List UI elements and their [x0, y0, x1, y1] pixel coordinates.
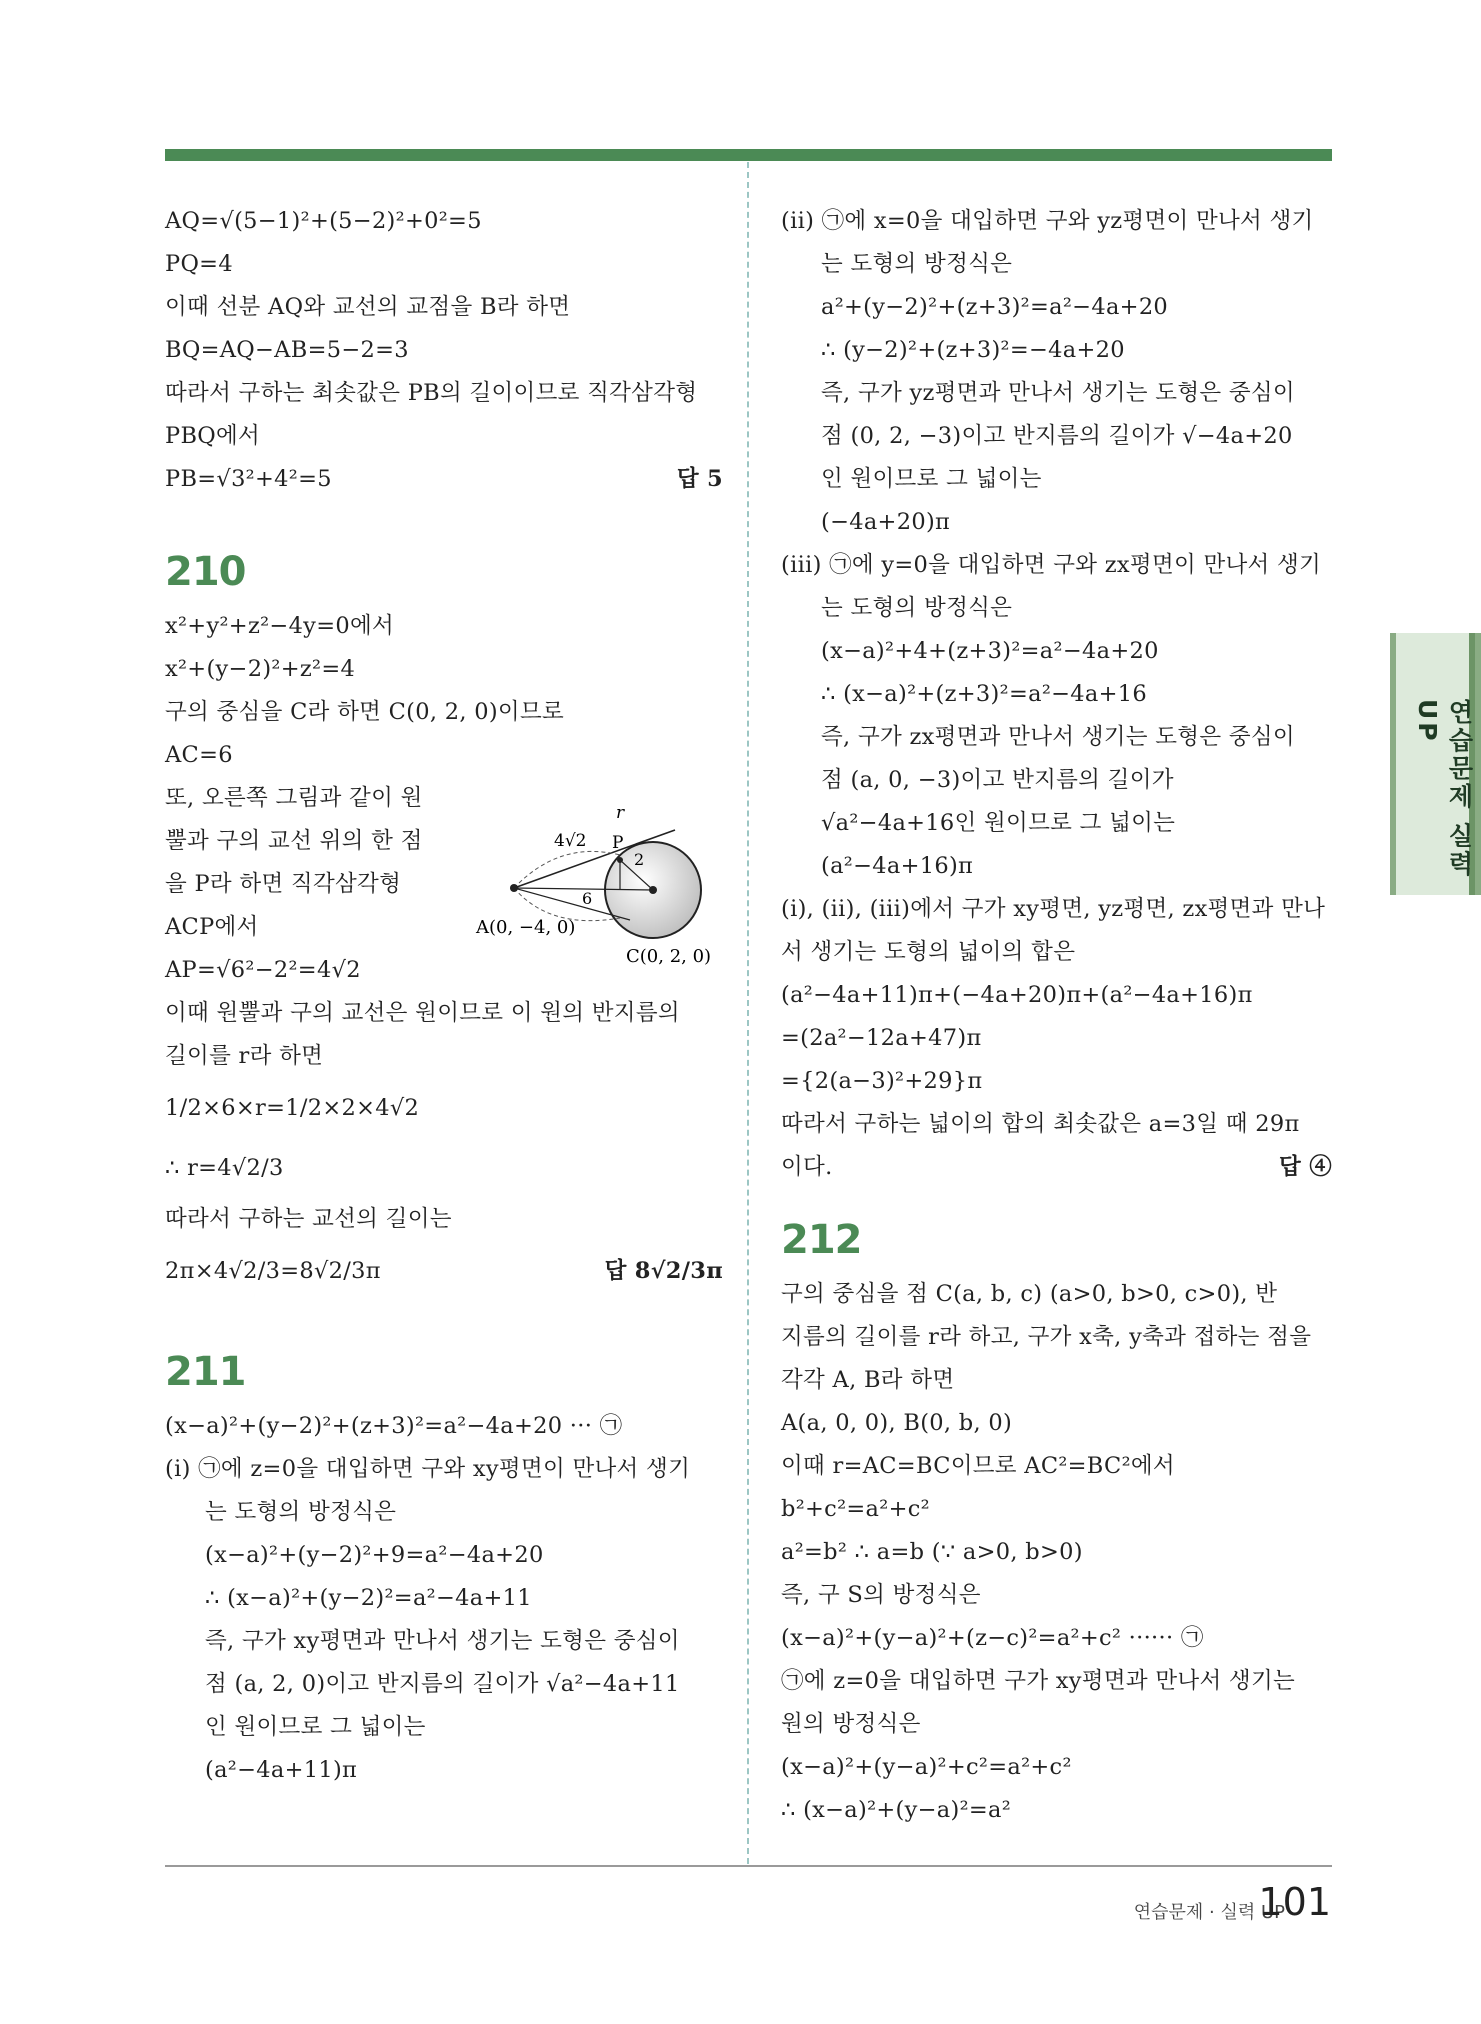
problem-number: 211: [165, 1349, 246, 1395]
text-line: PQ=4: [165, 251, 233, 277]
text-line: [165, 458, 723, 501]
text-line: b²+c²=a²+c²: [781, 1496, 930, 1522]
text-line: (i), (ii), (iii)에서 구가 xy평면, yz평면, zx평면과 만나: [781, 896, 1326, 922]
text-line: BQ=AQ−AB=5−2=3: [165, 337, 409, 363]
label-ac: 6: [582, 889, 593, 908]
text-line: 는 도형의 방정식은: [821, 595, 1013, 621]
text-line: A(a, 0, 0), B(0, b, 0): [781, 1410, 1013, 1436]
text-line: 이때 원뿔과 구의 교선은 원이므로 이 원의 반지름의: [165, 1000, 680, 1026]
text-line: (a²−4a+16)π: [821, 853, 974, 879]
text-line: x²+y²+z²−4y=0에서: [165, 613, 395, 639]
text-line: 인 원이므로 그 넓이는: [205, 1714, 426, 1740]
text-line: 길이를 r라 하면: [165, 1043, 324, 1069]
label-c: C(0, 2, 0): [626, 946, 712, 967]
cone-sphere-figure: [470, 800, 720, 970]
text-line: 원의 방정식은: [781, 1711, 921, 1737]
header-bar: [165, 149, 1332, 161]
text-line: (x−a)²+4+(z+3)²=a²−4a+20: [821, 638, 1159, 664]
equation: 1/2×6×r=1/2×2×4√2: [165, 1095, 420, 1121]
solution-211-continued: [781, 200, 1332, 1189]
text-line: (ii) ㉠에 x=0을 대입하면 구와 yz평면이 만나서 생기: [781, 208, 1314, 234]
point-c: [649, 886, 657, 894]
text-line: (a²−4a+11)π+(−4a+20)π+(a²−4a+16)π: [781, 982, 1253, 1008]
text-line: a²=b² ∴ a=b (∵ a>0, b>0): [781, 1539, 1083, 1565]
text-line: 또, 오른쪽 그림과 같이 원: [165, 785, 423, 811]
footer-section-label: 연습문제 · 실력 UP: [1133, 1902, 1285, 1923]
text-line: 인 원이므로 그 넓이는: [821, 466, 1042, 492]
solution-209-tail: [165, 200, 723, 501]
text-line: AC=6: [165, 742, 233, 768]
text-line: =(2a²−12a+47)π: [781, 1025, 982, 1051]
label-cp: 2: [634, 850, 645, 869]
text-line: (x−a)²+(y−a)²+(z−c)²=a²+c² ······ ㉠: [781, 1625, 1204, 1651]
text-line: (a²−4a+11)π: [205, 1757, 358, 1783]
text-line: a²+(y−2)²+(z+3)²=a²−4a+20: [821, 294, 1169, 320]
page-number: 101: [1258, 1880, 1331, 1924]
text-line: 이때 r=AC=BC이므로 AC²=BC²에서: [781, 1453, 1175, 1479]
equation: 2π×4√2/3=8√2/3π: [165, 1258, 381, 1284]
text: 이다.: [781, 1154, 833, 1180]
text-line: 구의 중심을 점 C(a, b, c) (a>0, b>0, c>0), 반: [781, 1281, 1278, 1307]
text-line: 점 (a, 2, 0)이고 반지름의 길이가 √a²−4a+11: [205, 1671, 680, 1697]
text-line: 따라서 구하는 교선의 길이는: [165, 1206, 452, 1232]
text-line: 점 (a, 0, −3)이고 반지름의 길이가: [821, 767, 1174, 793]
text-line: 을 P라 하면 직각삼각형: [165, 871, 402, 897]
text-line: 따라서 구하는 넓이의 합의 최솟값은 a=3일 때 29π: [781, 1111, 1300, 1137]
text-line: ∴ (x−a)²+(y−a)²=a²: [781, 1797, 1012, 1823]
text-line: ACP에서: [165, 914, 259, 940]
text-line: AP=√6²−2²=4√2: [165, 957, 361, 983]
text-line: (x−a)²+(y−2)²+9=a²−4a+20: [205, 1542, 544, 1568]
text-line: AQ=√(5−1)²+(5−2)²+0²=5: [165, 208, 482, 234]
footer-rule: [165, 1865, 1332, 1867]
text-line: 점 (0, 2, −3)이고 반지름의 길이가 √−4a+20: [821, 423, 1293, 449]
text-line: 지름의 길이를 r라 하고, 구가 x축, y축과 접하는 점을: [781, 1324, 1312, 1350]
text-line: 뿔과 구의 교선 위의 한 점: [165, 828, 423, 854]
text-line: 는 도형의 방정식은: [205, 1499, 397, 1525]
answer: 답 5: [676, 466, 723, 492]
text-line: (x−a)²+(y−a)²+c²=a²+c²: [781, 1754, 1072, 1780]
text-line: √a²−4a+16인 원이므로 그 넓이는: [821, 810, 1176, 836]
equation: ∴ r=4√2/3: [165, 1155, 284, 1181]
label-ap: 4√2: [554, 831, 587, 851]
left-column: [165, 200, 723, 1792]
right-column: [781, 200, 1332, 1832]
text-line: ㉠에 z=0을 대입하면 구가 xy평면과 만나서 생기는: [781, 1668, 1296, 1694]
text-line: ∴ (x−a)²+(z+3)²=a²−4a+16: [821, 681, 1148, 707]
point-a: [510, 884, 518, 892]
text-line: 즉, 구 S의 방정식은: [781, 1582, 981, 1608]
text-line: 서 생기는 도형의 넓이의 합은: [781, 939, 1076, 965]
equation: (x−a)²+(y−2)²+(z+3)²=a²−4a+20 ··· ㉠: [165, 1413, 623, 1439]
answer: 답 ④: [1279, 1154, 1332, 1180]
text-line: (i) ㉠에 z=0을 대입하면 구와 xy평면이 만나서 생기: [165, 1456, 691, 1482]
text-line: x²+(y−2)²+z²=4: [165, 656, 356, 682]
label-a: A(0, −4, 0): [476, 917, 576, 938]
text-line: ={2(a−3)²+29}π: [781, 1068, 983, 1094]
text-line: 각각 A, B라 하면: [781, 1367, 955, 1393]
text-line: ∴ (x−a)²+(y−2)²=a²−4a+11: [205, 1585, 532, 1611]
text-line: (iii) ㉠에 y=0을 대입하면 구와 zx평면이 만나서 생기: [781, 552, 1322, 578]
problem-number: 210: [165, 549, 246, 595]
solution-211: [165, 1339, 723, 1792]
text-line: 즉, 구가 yz평면과 만나서 생기는 도형은 중심이: [821, 380, 1295, 406]
text-line: ∴ (y−2)²+(z+3)²=−4a+20: [821, 337, 1125, 363]
section-side-tab: [1390, 633, 1481, 895]
text-line: 는 도형의 방정식은: [821, 251, 1013, 277]
text-line: (−4a+20)π: [821, 509, 951, 535]
solution-212: [781, 1207, 1332, 1832]
text-line: 구의 중심을 C라 하면 C(0, 2, 0)이므로: [165, 699, 565, 725]
text-line: PBQ에서: [165, 423, 261, 449]
text-line: 이때 선분 AQ와 교선의 교점을 B라 하면: [165, 294, 571, 320]
side-tab-label: 연습문제 실력UP: [1413, 699, 1474, 879]
label-r: r: [616, 803, 625, 823]
text-line: 따라서 구하는 최솟값은 PB의 길이이므로 직각삼각형: [165, 380, 698, 406]
point-p: [617, 857, 623, 863]
answer: 답 8√2/3π: [604, 1258, 723, 1284]
text-line: [165, 1241, 723, 1301]
equation: PB=√3²+4²=5: [165, 466, 332, 492]
column-divider: [747, 162, 749, 1864]
label-p: P: [612, 833, 624, 853]
side-tab-panel: [1396, 633, 1475, 895]
text-line: 즉, 구가 xy평면과 만나서 생기는 도형은 중심이: [205, 1628, 680, 1654]
text-line: 즉, 구가 zx평면과 만나서 생기는 도형은 중심이: [821, 724, 1295, 750]
problem-number: 212: [781, 1217, 862, 1263]
text-line: [781, 1146, 1332, 1189]
